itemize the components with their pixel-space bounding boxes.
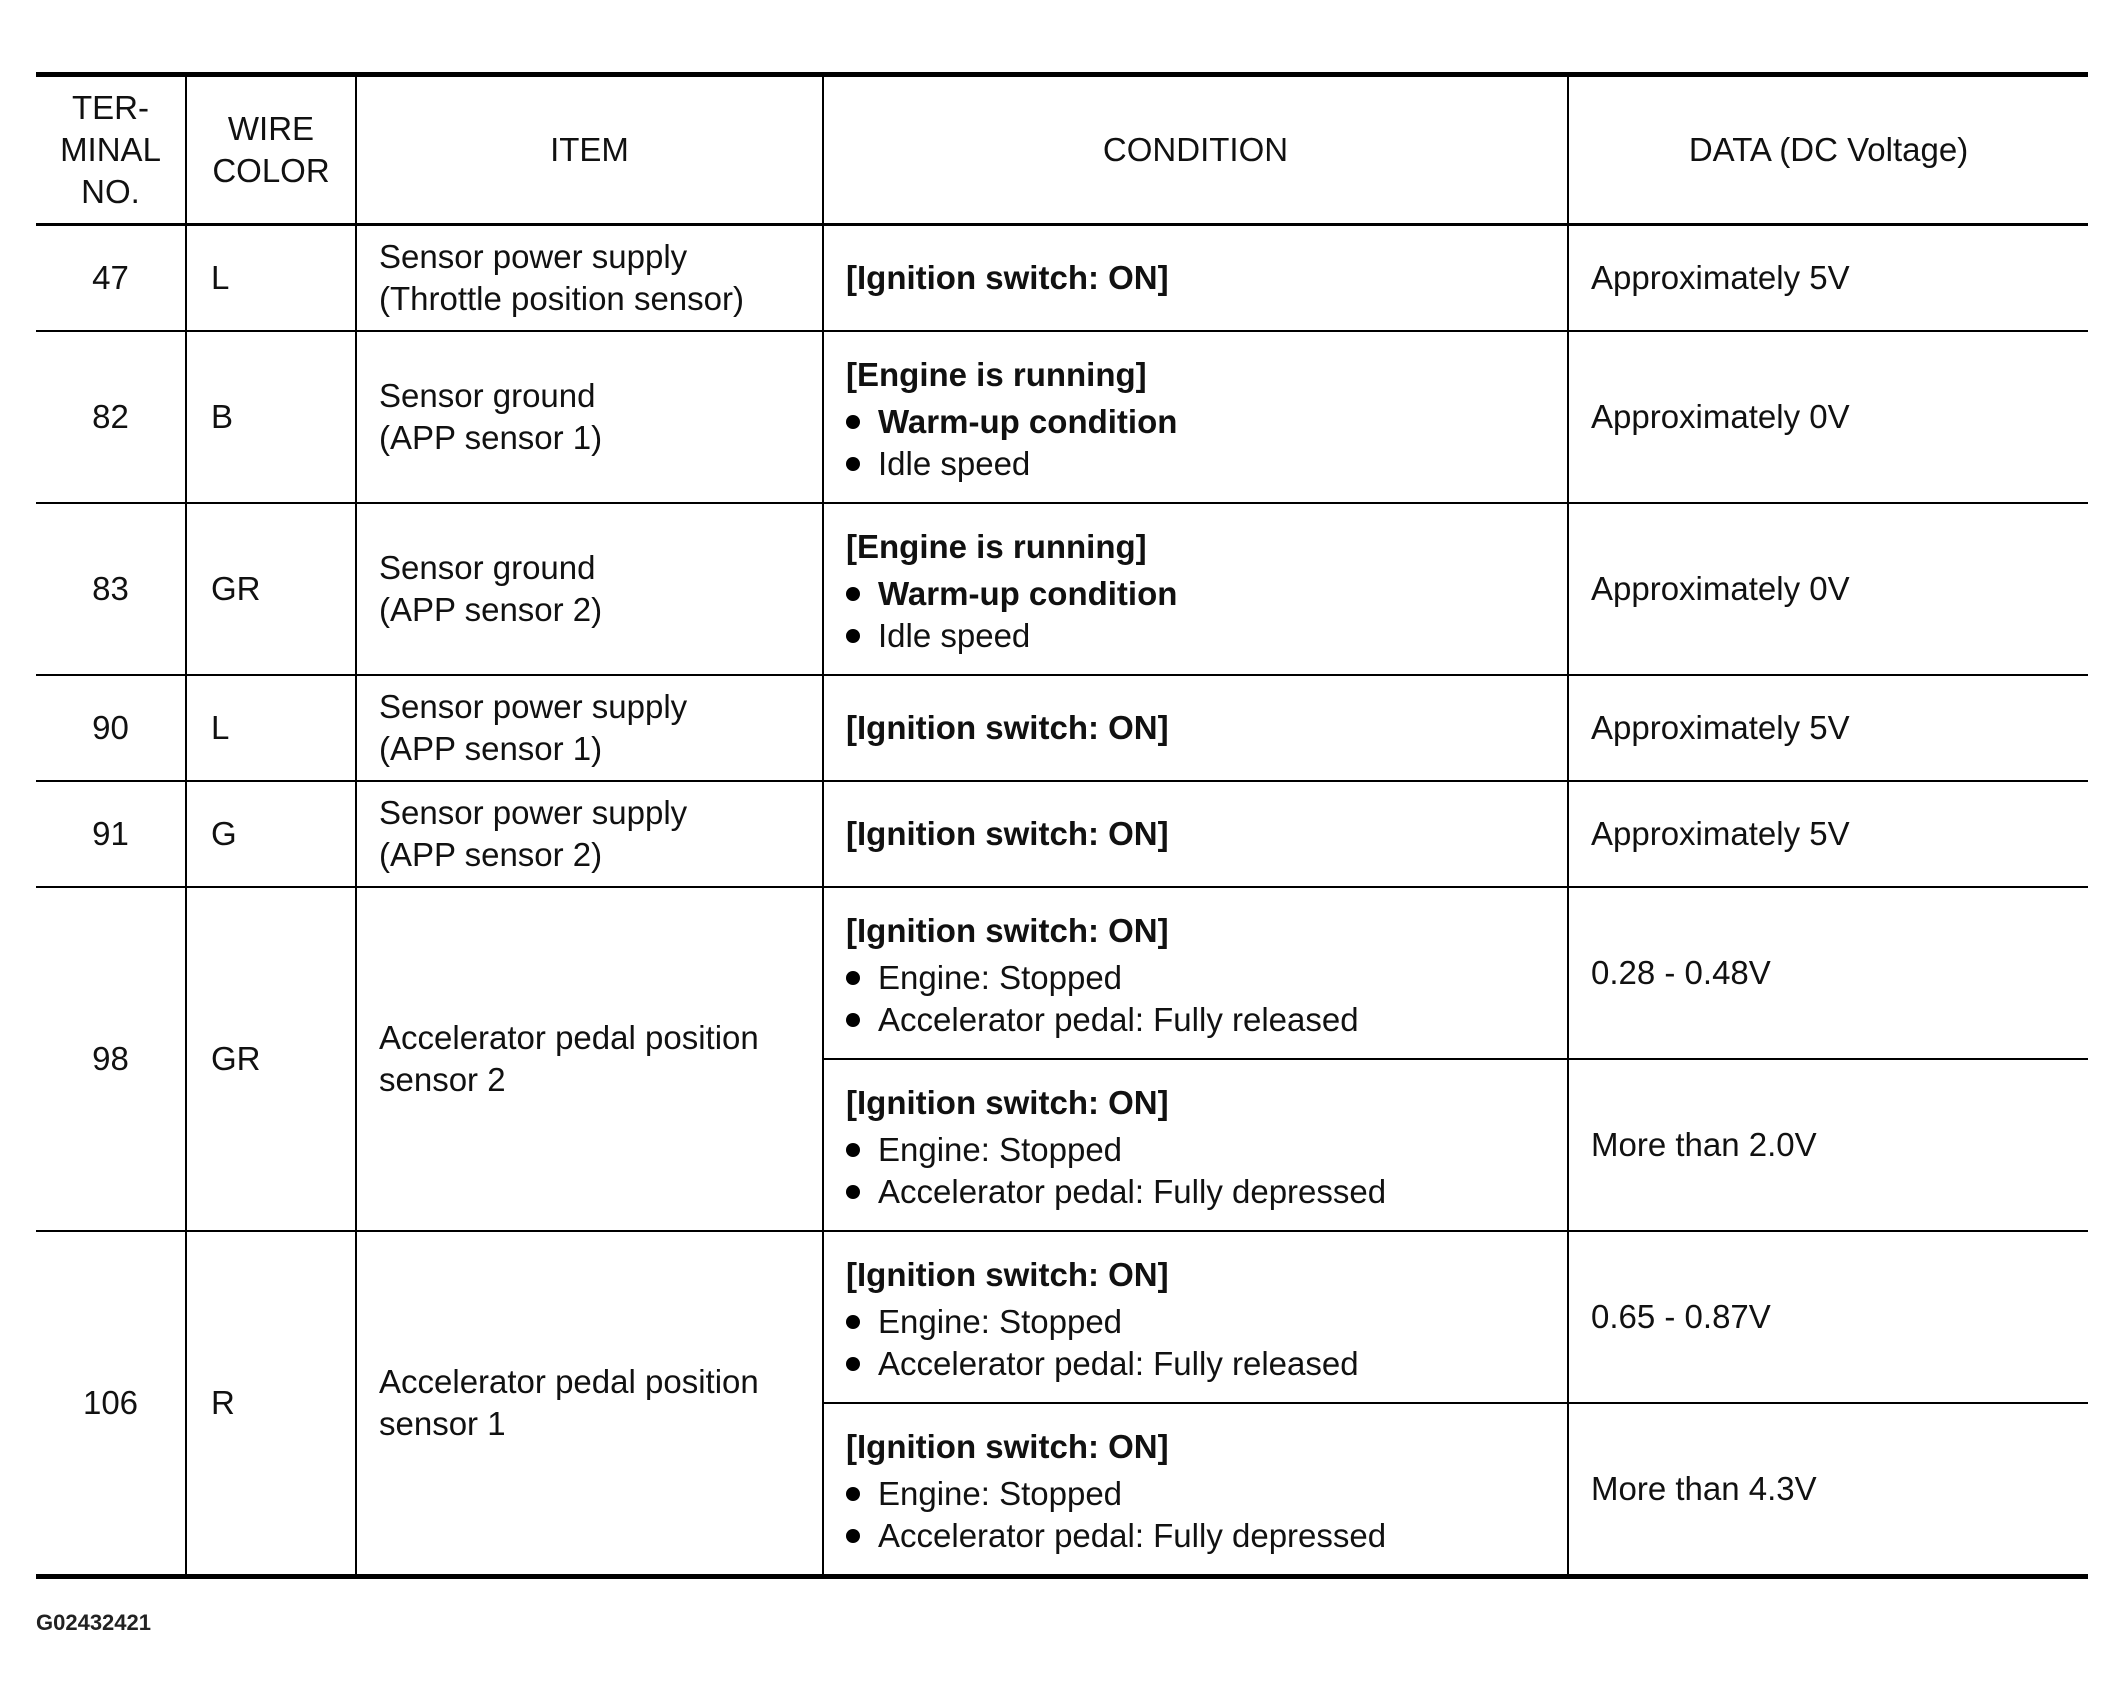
header-wire-line: COLOR <box>212 152 330 189</box>
bullet-dot-icon <box>846 1013 860 1027</box>
item-line: sensor 1 <box>379 1405 506 1442</box>
header-terminal-line: TER- <box>72 89 149 126</box>
condition-bullet <box>846 1473 1545 1515</box>
voltage-data: More than 4.3V <box>1568 1403 2088 1577</box>
table-row <box>36 1231 2088 1403</box>
terminal-number: 90 <box>36 675 186 781</box>
wire-color: B <box>186 331 356 503</box>
item-line: Sensor ground <box>379 377 596 414</box>
terminal-number: 91 <box>36 781 186 887</box>
header-terminal-line: MINAL <box>60 131 161 168</box>
bullet-dot-icon <box>846 971 860 985</box>
bullet-dot-icon <box>846 587 860 601</box>
condition-bullet-text: Warm-up condition <box>878 575 1178 612</box>
terminal-number: 98 <box>36 887 186 1231</box>
item-line: sensor 2 <box>379 1061 506 1098</box>
condition-bullet <box>846 1343 1545 1385</box>
terminal-number: 106 <box>36 1231 186 1577</box>
condition-title: [Ignition switch: ON] <box>846 815 1169 852</box>
condition-title: [Ignition switch: ON] <box>846 1084 1169 1121</box>
item-line: (Throttle position sensor) <box>379 280 744 317</box>
condition-title: [Engine is running] <box>846 528 1147 565</box>
condition-bullet <box>846 1129 1545 1171</box>
wire-color: L <box>186 675 356 781</box>
voltage-data: Approximately 0V <box>1568 503 2088 675</box>
condition-bullet <box>846 999 1545 1041</box>
condition-bullet-text: Engine: Stopped <box>878 1303 1123 1340</box>
condition-bullet <box>846 573 1545 615</box>
item-line: (APP sensor 2) <box>379 591 603 628</box>
header-wire-color <box>186 75 356 225</box>
condition-bullet <box>846 1171 1545 1213</box>
terminal-number: 47 <box>36 225 186 332</box>
bullet-dot-icon <box>846 457 860 471</box>
ecm-terminal-data-table <box>36 72 2088 1579</box>
voltage-data: More than 2.0V <box>1568 1059 2088 1231</box>
voltage-data: Approximately 5V <box>1568 781 2088 887</box>
item-description <box>356 887 823 1231</box>
condition-title: [Ignition switch: ON] <box>846 1428 1169 1465</box>
condition-bullet-text: Warm-up condition <box>878 403 1178 440</box>
condition-bullet-text: Accelerator pedal: Fully depressed <box>878 1517 1387 1554</box>
condition-bullet-text: Engine: Stopped <box>878 1131 1123 1168</box>
bullet-dot-icon <box>846 629 860 643</box>
voltage-data: 0.65 - 0.87V <box>1568 1231 2088 1403</box>
bullet-dot-icon <box>846 1529 860 1543</box>
condition-title: [Ignition switch: ON] <box>846 912 1169 949</box>
condition-cell <box>823 1059 1568 1231</box>
item-line: Sensor power supply <box>379 688 688 725</box>
table-body <box>36 225 2088 1577</box>
condition-title: [Ignition switch: ON] <box>846 259 1169 296</box>
terminal-number: 82 <box>36 331 186 503</box>
item-line: (APP sensor 1) <box>379 730 603 767</box>
item-line: Accelerator pedal position <box>379 1019 759 1056</box>
condition-title: [Engine is running] <box>846 356 1147 393</box>
header-wire-line: WIRE <box>227 110 315 147</box>
condition-title: [Ignition switch: ON] <box>846 1256 1169 1293</box>
condition-bullet-text: Engine: Stopped <box>878 959 1123 996</box>
item-description <box>356 781 823 887</box>
terminal-number: 83 <box>36 503 186 675</box>
voltage-data: Approximately 0V <box>1568 331 2088 503</box>
condition-bullet <box>846 615 1545 657</box>
condition-cell <box>823 225 1568 332</box>
bullet-dot-icon <box>846 415 860 429</box>
table-row <box>36 331 2088 503</box>
condition-bullet <box>846 401 1545 443</box>
header-item: ITEM <box>356 75 823 225</box>
condition-bullet-text: Engine: Stopped <box>878 1475 1123 1512</box>
item-line: (APP sensor 2) <box>379 836 603 873</box>
bullet-dot-icon <box>846 1315 860 1329</box>
bullet-dot-icon <box>846 1143 860 1157</box>
item-line: Accelerator pedal position <box>379 1363 759 1400</box>
wire-color: R <box>186 1231 356 1577</box>
condition-bullet <box>846 1515 1545 1557</box>
item-description <box>356 331 823 503</box>
condition-cell <box>823 887 1568 1059</box>
table-row <box>36 675 2088 781</box>
bullet-dot-icon <box>846 1185 860 1199</box>
table-row <box>36 781 2088 887</box>
condition-bullet-text: Accelerator pedal: Fully released <box>878 1001 1359 1038</box>
condition-bullet <box>846 1301 1545 1343</box>
header-row <box>36 75 2088 225</box>
item-description <box>356 675 823 781</box>
item-line: (APP sensor 1) <box>379 419 603 456</box>
condition-bullet-text: Accelerator pedal: Fully depressed <box>878 1173 1387 1210</box>
item-description <box>356 225 823 332</box>
voltage-data: 0.28 - 0.48V <box>1568 887 2088 1059</box>
header-terminal-line: NO. <box>81 173 140 210</box>
header-data: DATA (DC Voltage) <box>1568 75 2088 225</box>
item-description <box>356 503 823 675</box>
voltage-data: Approximately 5V <box>1568 225 2088 332</box>
item-line: Sensor power supply <box>379 794 688 831</box>
condition-cell <box>823 503 1568 675</box>
item-description <box>356 1231 823 1577</box>
header-terminal-no <box>36 75 186 225</box>
item-line: Sensor ground <box>379 549 596 586</box>
condition-cell <box>823 331 1568 503</box>
table-row <box>36 503 2088 675</box>
condition-bullet-text: Accelerator pedal: Fully released <box>878 1345 1359 1382</box>
bullet-dot-icon <box>846 1357 860 1371</box>
wire-color: G <box>186 781 356 887</box>
condition-cell <box>823 781 1568 887</box>
bullet-dot-icon <box>846 1487 860 1501</box>
condition-bullet-text: Idle speed <box>878 445 1031 482</box>
figure-code: G02432421 <box>36 1610 151 1635</box>
table-row <box>36 225 2088 332</box>
wire-color: GR <box>186 887 356 1231</box>
table-row <box>36 887 2088 1059</box>
wire-color: L <box>186 225 356 332</box>
condition-cell <box>823 1231 1568 1403</box>
condition-bullet <box>846 443 1545 485</box>
condition-cell <box>823 1403 1568 1577</box>
header-condition: CONDITION <box>823 75 1568 225</box>
condition-bullet <box>846 957 1545 999</box>
condition-title: [Ignition switch: ON] <box>846 709 1169 746</box>
condition-bullet-text: Idle speed <box>878 617 1031 654</box>
condition-cell <box>823 675 1568 781</box>
table-header <box>36 75 2088 225</box>
voltage-data: Approximately 5V <box>1568 675 2088 781</box>
item-line: Sensor power supply <box>379 238 688 275</box>
wire-color: GR <box>186 503 356 675</box>
